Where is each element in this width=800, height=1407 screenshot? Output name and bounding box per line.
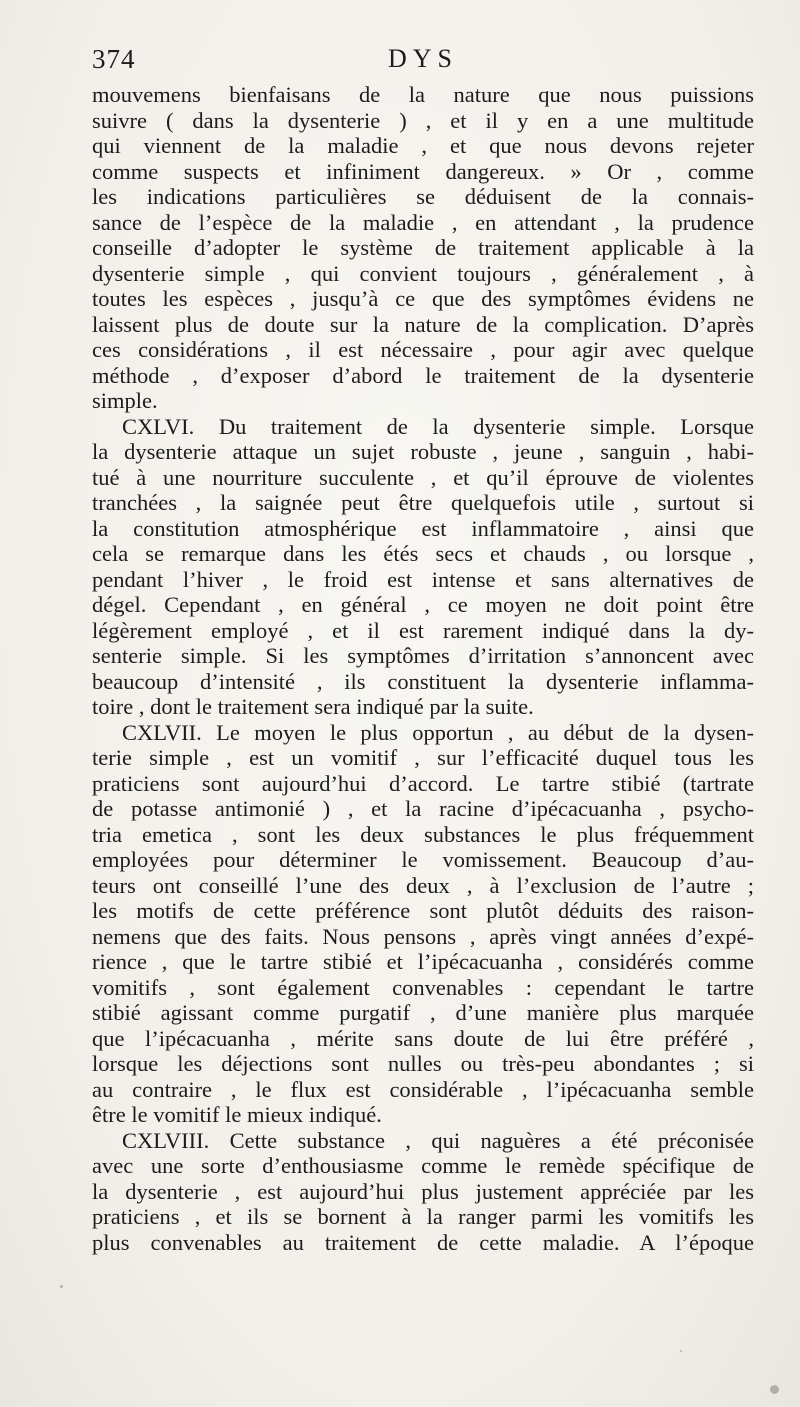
text-line: ces considérations , il est nécessaire , pour agir avec quelque [92,337,754,362]
text-line: dysenterie simple , qui convient toujours , généralement , à [92,260,754,286]
text-line: la constitution atmosphérique est inflammatoire , ainsi que [92,515,754,541]
text-line: praticiens sont aujourd’hui d’accord. Le tartre stibié (tartrate [92,770,754,796]
text-line: simple. [92,388,158,413]
paper-speck [770,1385,779,1394]
text-line: toire , dont le traitement sera indiqué par la suite. [92,694,534,719]
page-header [92,42,754,82]
text-line: la dysenterie attaque un sujet robuste , jeune , sanguin , habi- [92,439,754,464]
text-line: mouvemens bienfaisans de la nature que nous puissions [92,82,754,107]
running-head: DYS [387,44,458,73]
body-text [92,82,754,1255]
text-line: vomitifs , sont également convenables : cependant le tartre [92,974,754,1000]
text-line: rience , que le tartre stibié et l’ipécacuanha , considérés comme [92,949,754,974]
section-heading-line: CXLVII. Le moyen le plus opportun , au début de la dysen- [122,719,754,745]
text-line: dégel. Cependant , en général , ce moyen ne doit point être [92,592,754,617]
text-line: stibié agissant comme purgatif , d’une manière plus marquée [92,1000,754,1025]
text-line: senterie simple. Si les symptômes d’irritation s’annoncent avec [92,643,754,668]
text-line: employées pour déterminer le vomissement. Beaucoup d’au- [92,847,754,872]
text-line: conseille d’adopter le système de traitement applicable à la [92,235,754,260]
text-line: sance de l’espèce de la maladie , en attendant , la prudence [92,209,754,235]
text-line: comme suspects et infiniment dangereux. » Or , comme [92,158,754,184]
text-line: pendant l’hiver , le froid est intense et sans alternatives de [92,566,754,592]
text-line: plus convenables au traitement de cette maladie. A l’époque [92,1229,754,1255]
section-heading-line: CXLVIII. Cette substance , qui naguères a été préconisée [122,1127,754,1153]
text-line: qui viennent de la maladie , et que nous devons rejeter [92,133,754,158]
paper-speck [60,1285,63,1288]
text-line: les motifs de cette préférence sont plutôt déduits des raison- [92,898,754,923]
section-heading-line: CXLVI. Du traitement de la dysenterie simple. Lorsque [122,413,754,439]
text-line: être le vomitif le mieux indiqué. [92,1102,382,1127]
text-line: tranchées , la saignée peut être quelquefois utile , surtout si [92,490,754,515]
text-line: tué à une nourriture succulente , et qu’il éprouve de violentes [92,464,754,490]
text-line: cela se remarque dans les étés secs et chauds , ou lorsque , [92,541,754,566]
text-line: légèrement employé , et il est rarement indiqué dans la dy- [92,617,754,643]
text-line: laissent plus de doute sur la nature de la complication. D’après [92,311,754,337]
text-line: nemens que des faits. Nous pensons , après vingt années d’expé- [92,923,754,949]
text-line: beaucoup d’intensité , ils constituent la dysenterie inflamma- [92,668,754,694]
text-line: teurs ont conseillé l’une des deux , à l’exclusion de l’autre ; [92,872,754,898]
text-line: que l’ipécacuanha , mérite sans doute de lui être préféré , [92,1025,754,1051]
text-line: la dysenterie , est aujourd’hui plus justement appréciée par les [92,1178,754,1204]
text-line: praticiens , et ils se bornent à la ranger parmi les vomitifs les [92,1204,754,1229]
text-line: méthode , d’exposer d’abord le traitement de la dysenterie [92,362,754,388]
text-line: de potasse antimonié ) , et la racine d’ipécacuanha , psycho- [92,796,754,821]
text-line: au contraire , le flux est considérable , l’ipécacuanha semble [92,1076,754,1102]
text-line: suivre ( dans la dysenterie ) , et il y en a une multitude [92,107,754,133]
text-line: avec une sorte d’enthousiasme comme le remède spécifique de [92,1153,754,1178]
text-line: toutes les espèces , jusqu’à ce que des symptômes évidens ne [92,286,754,311]
text-line: tria emetica , sont les deux substances le plus fréquemment [92,821,754,847]
text-line: lorsque les déjections sont nulles ou très-peu abondantes ; si [92,1051,754,1076]
text-line: les indications particulières se déduisent de la connais- [92,184,754,209]
page-number: 374 [92,44,136,74]
text-line: terie simple , est un vomitif , sur l’efficacité duquel tous les [92,745,754,770]
paper-speck [680,1350,682,1352]
